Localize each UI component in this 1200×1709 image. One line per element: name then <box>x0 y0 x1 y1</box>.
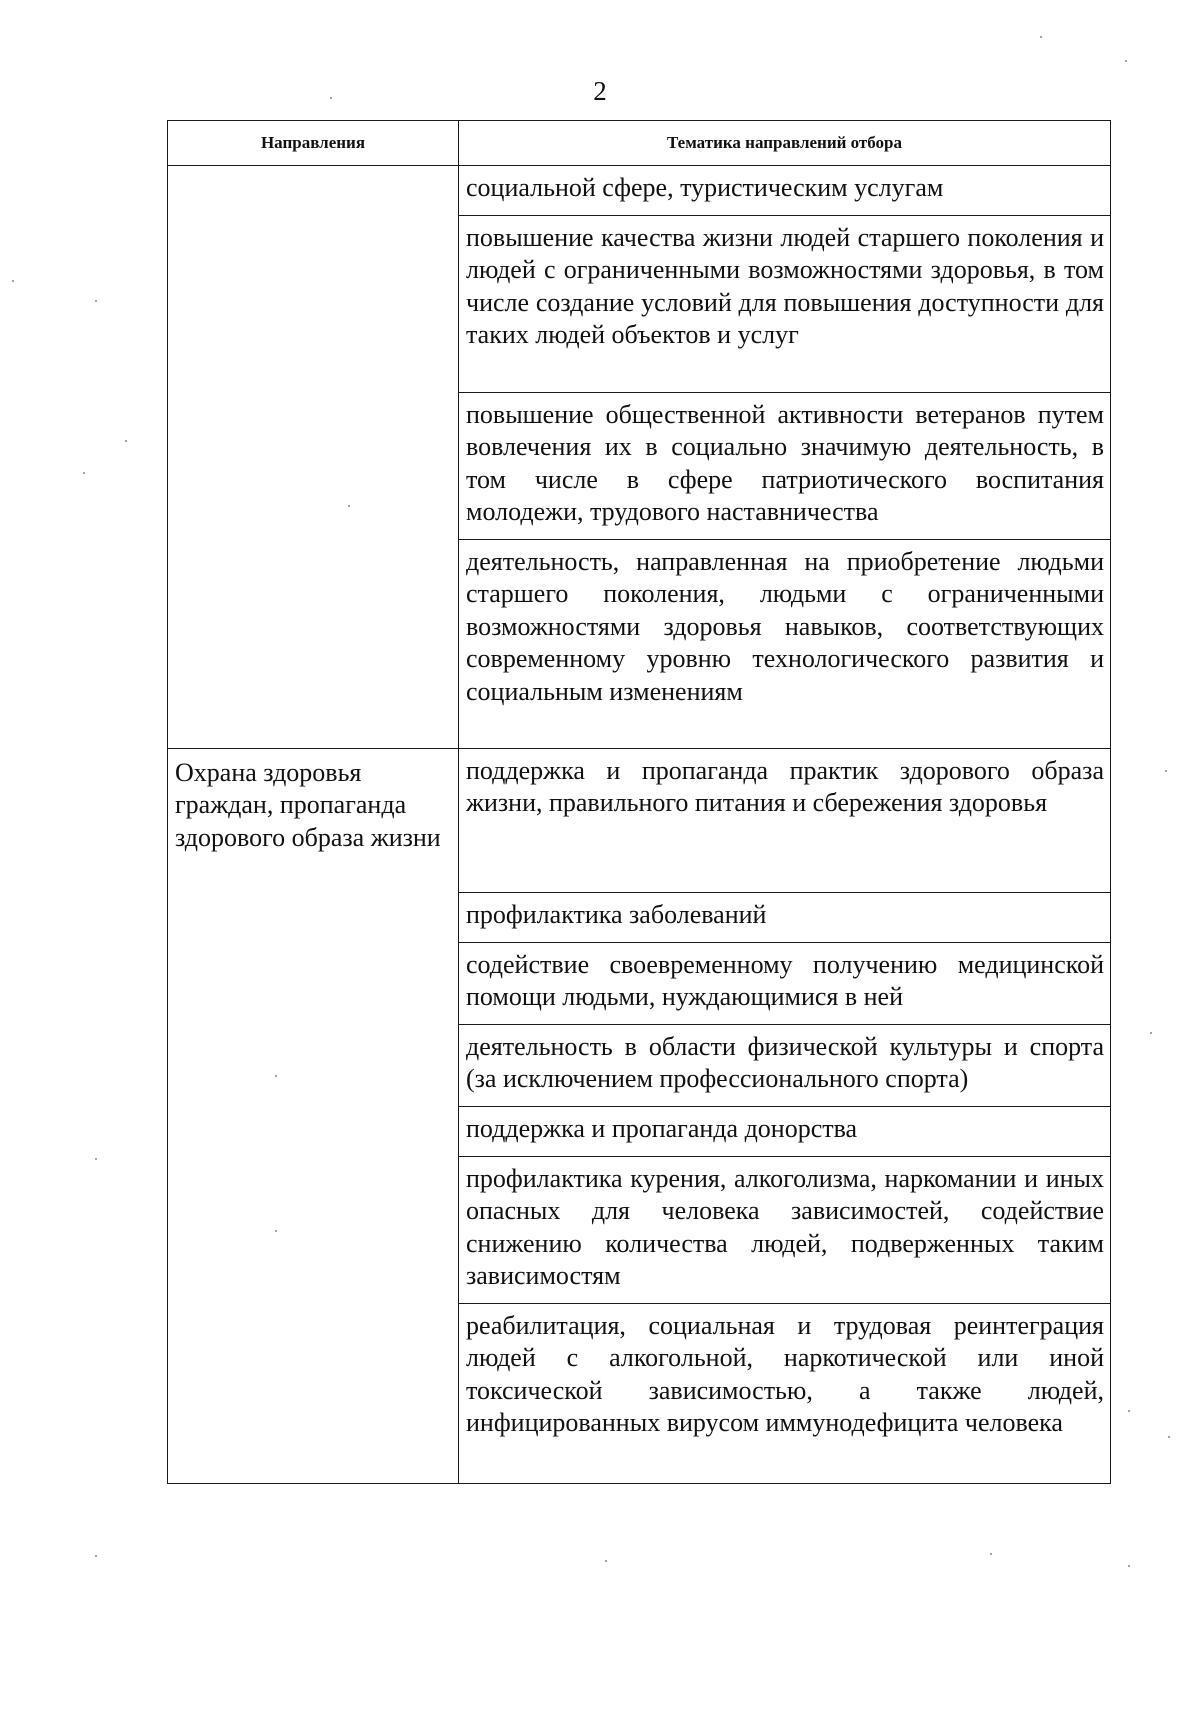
topic-cell: поддержка и пропаганда донорства <box>459 1106 1111 1156</box>
topic-cell: повышение общественной активности ветеранов путем вовлечения их в социально значимую деятельность, в том числе в сфере патриотического воспитания молодежи, трудового наставничества <box>459 392 1111 539</box>
topic-cell: деятельность в области физической культуры и спорта (за исключением профессионального спорта) <box>459 1024 1111 1106</box>
table-header-row <box>168 121 1111 166</box>
table-row <box>168 166 1111 216</box>
topic-cell: поддержка и пропаганда практик здорового образа жизни, правильного питания и сбережения здоровья <box>459 748 1111 892</box>
header-topics: Тематика направлений отбора <box>459 121 1111 166</box>
header-directions: Направления <box>168 121 459 166</box>
topic-cell: содействие своевременному получению медицинской помощи людьми, нуждающимися в ней <box>459 942 1111 1024</box>
topic-cell: социальной сфере, туристическим услугам <box>459 166 1111 216</box>
directions-table <box>167 120 1111 1484</box>
page-number: 2 <box>593 76 607 106</box>
topic-cell: реабилитация, социальная и трудовая реинтеграция людей с алкогольной, наркотической или иной токсической зависимостью, а также людей, инфицированных вирусом иммунодефицита человека <box>459 1303 1111 1483</box>
topic-cell: повышение качества жизни людей старшего поколения и людей с ограниченными возможностями здоровья, в том числе создание условий для повышения доступности для таких людей объектов и услуг <box>459 215 1111 392</box>
table-row <box>168 748 1111 892</box>
direction-cell: Охрана здоровья граждан, пропаганда здорового образа жизни <box>168 748 459 1483</box>
topic-cell: профилактика заболеваний <box>459 892 1111 942</box>
topic-cell: профилактика курения, алкоголизма, наркомании и иных опасных для человека зависимостей, содействие снижению количества людей, подверженных таким зависимостям <box>459 1156 1111 1303</box>
topic-cell: деятельность, направленная на приобретение людьми старшего поколения, людьми с ограниченными возможностями здоровья навыков, соответствующих современному уровню технологического развития и социальным изменениям <box>459 539 1111 748</box>
direction-cell <box>168 166 459 749</box>
